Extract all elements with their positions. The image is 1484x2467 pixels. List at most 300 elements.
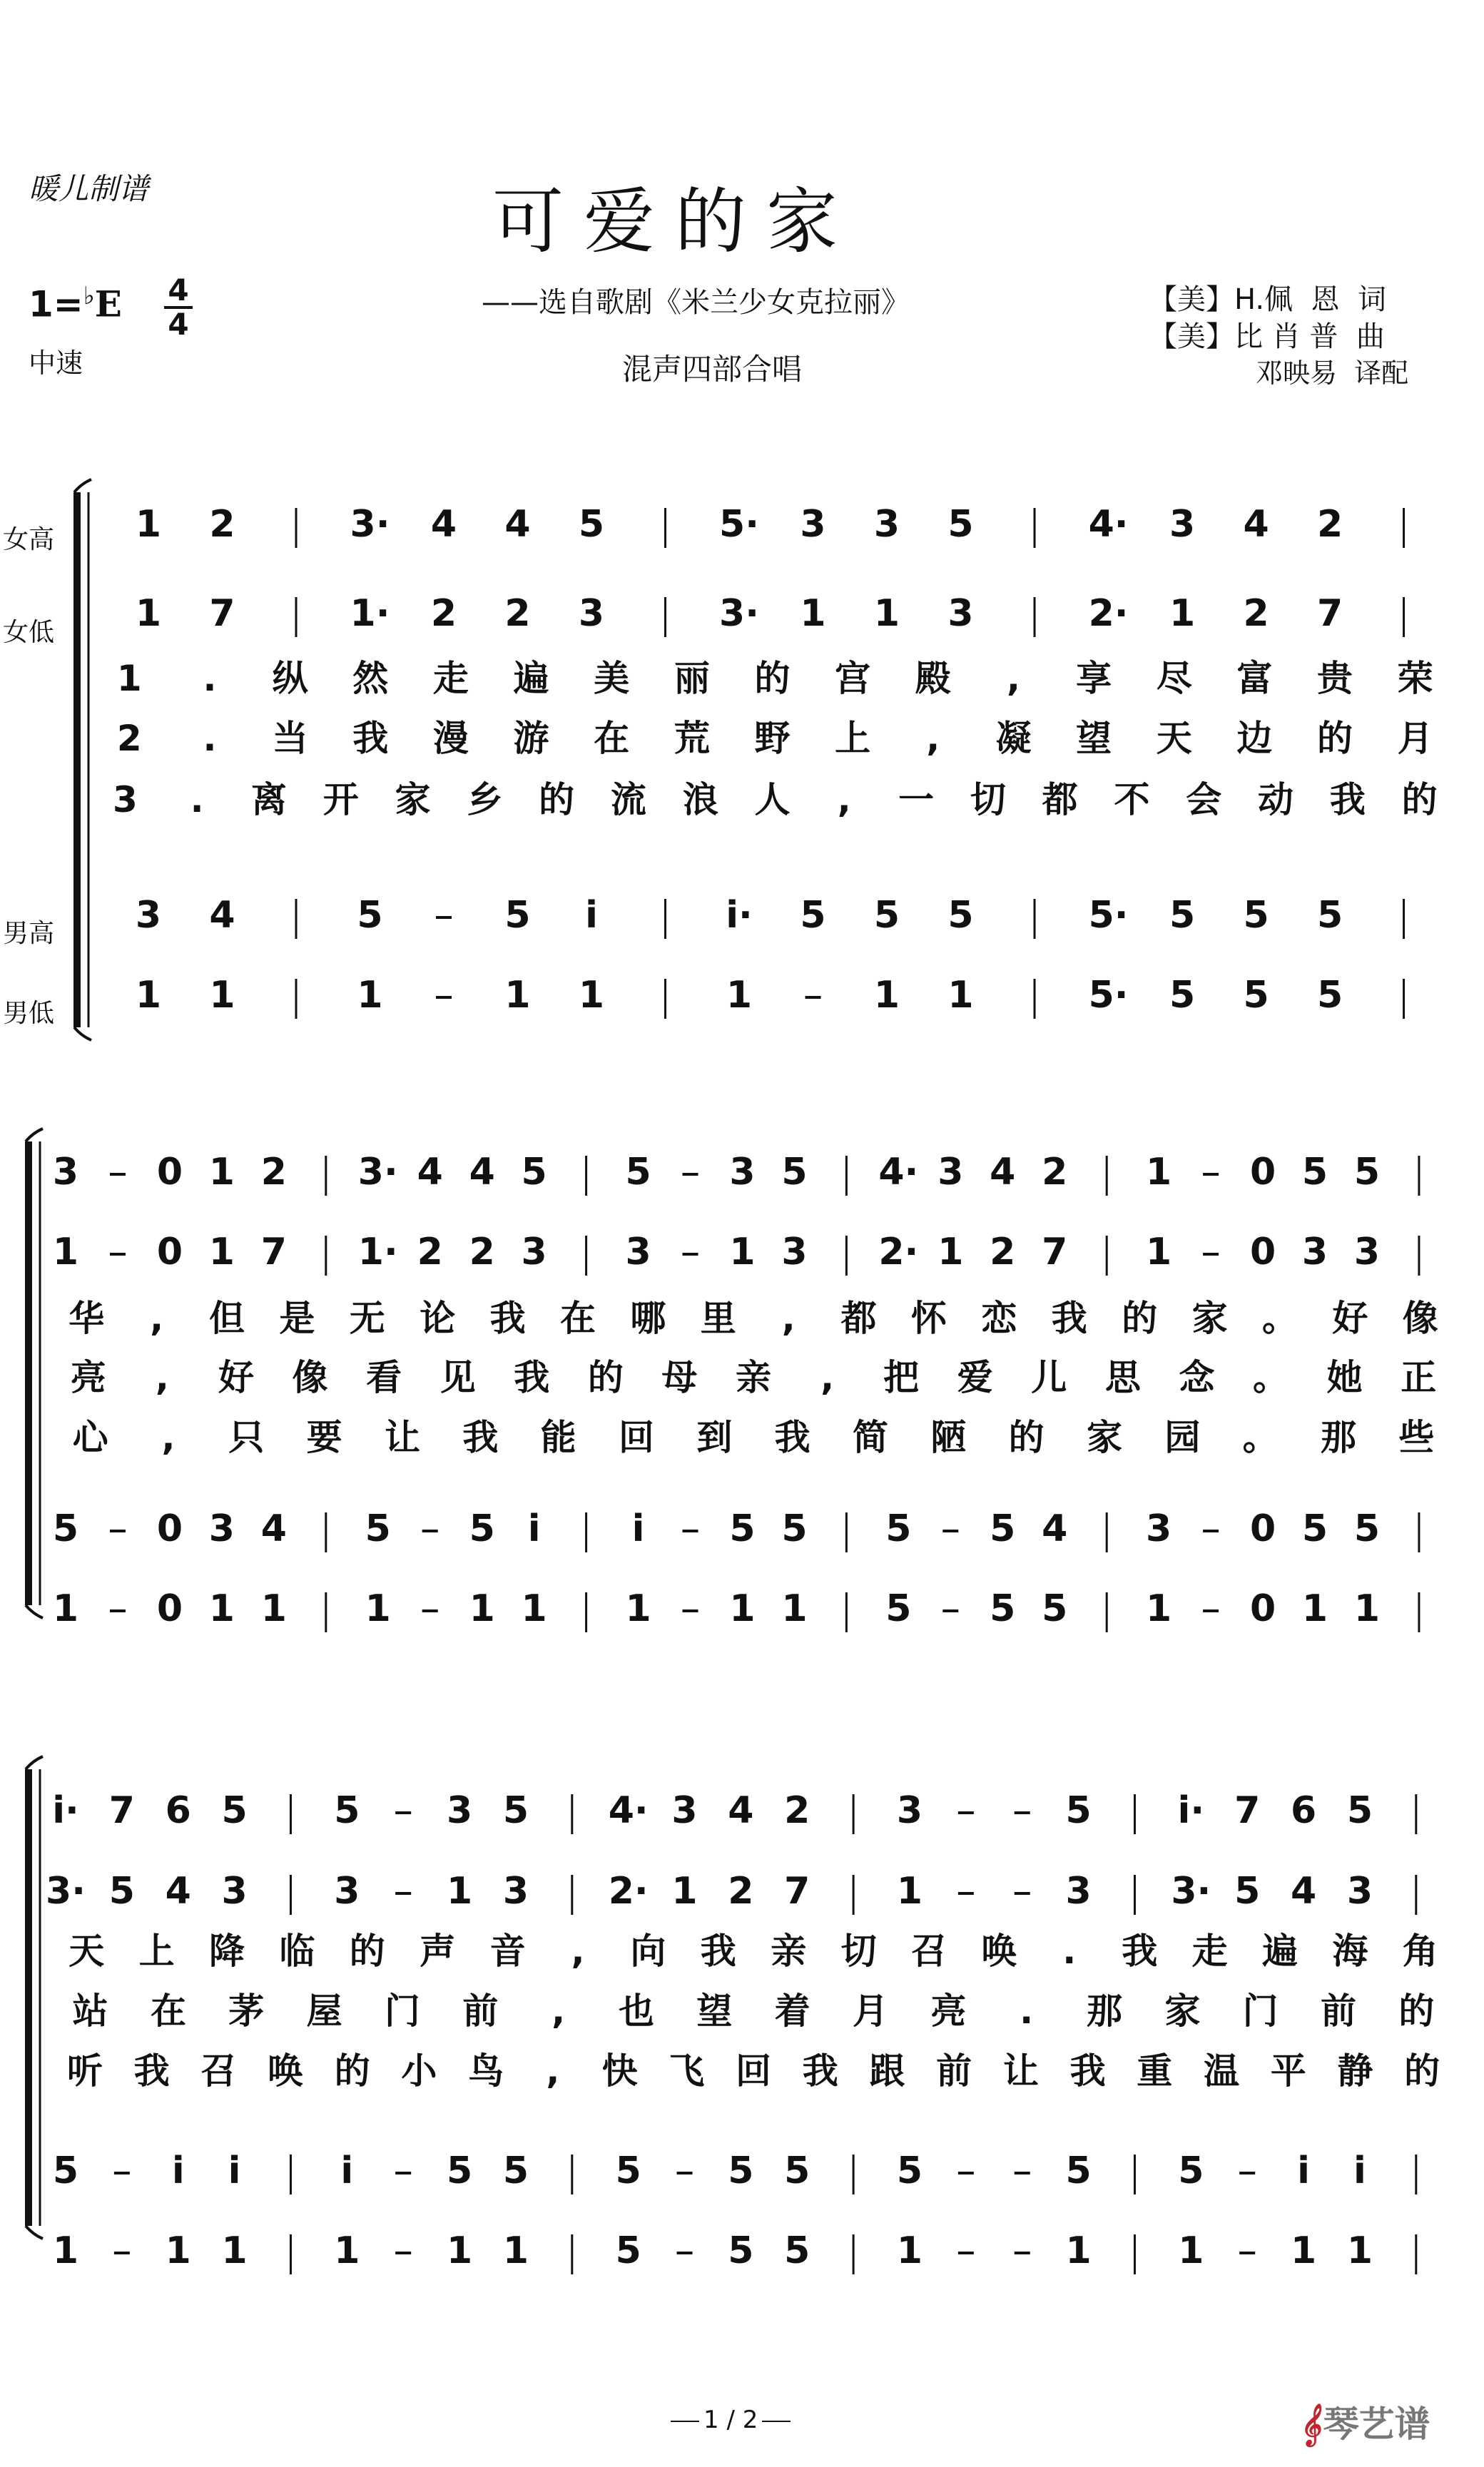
key-prefix: 1= [29, 283, 83, 325]
note-5: 5 [896, 2150, 923, 2192]
lyric-char: 听 [66, 2050, 103, 2092]
note-1: 1 [135, 974, 162, 1017]
lyric-char: 我 [802, 2050, 838, 2092]
note-4: 4 [1243, 503, 1269, 546]
note-1: 1 [1178, 2229, 1204, 2272]
lyric-char: 角 [1402, 1931, 1438, 1972]
note-3: 3 [937, 1151, 964, 1194]
bracket-curl [74, 1027, 91, 1040]
lyric-char: 浪 [682, 779, 718, 820]
lyric-char: 到 [696, 1417, 733, 1458]
note-5: 5 [502, 1789, 529, 1832]
credit-translator: 邓映易 译配 [1256, 357, 1409, 389]
note-5: 5 [1178, 2150, 1204, 2192]
lyric-char: 静 [1337, 2050, 1373, 2092]
note-1: 1 [896, 1870, 923, 1913]
note-5: 5 [357, 894, 383, 937]
note-5: 5 [800, 894, 826, 937]
lyric-char: 好 [1332, 1298, 1368, 1339]
lyric-char: 我 [700, 1931, 736, 1972]
note-i: i [585, 894, 598, 937]
brand-name: 琴艺谱 [1323, 2404, 1430, 2445]
note-0: 0 [156, 1587, 183, 1630]
note-1: 1 [937, 1231, 964, 1273]
note-4: 4 [1042, 1507, 1068, 1550]
voice-label-alto: 女低 [3, 618, 55, 647]
note-1: 1 [357, 974, 383, 1017]
lyric-char: 我 [1122, 1931, 1158, 1972]
note-5: 5 [873, 894, 900, 937]
arrangement: 混声四部合唱 [622, 352, 803, 387]
note-3: 3 [221, 1870, 248, 1913]
lyric-char: 的 [754, 658, 791, 699]
lyric-char: 纵 [272, 658, 308, 699]
lyric-char: 尽 [1156, 658, 1192, 699]
note-5dot: 5· [1088, 974, 1129, 1017]
note-3dot: 3· [357, 1151, 398, 1194]
note-0: 0 [156, 1231, 183, 1273]
lyric-char: 向 [630, 1931, 666, 1972]
lyric-char: 飞 [669, 2050, 705, 2092]
note-4dot: 4· [608, 1789, 649, 1832]
note-5: 5 [781, 1507, 808, 1550]
lyric-char: 站 [72, 1990, 108, 2032]
note-5: 5 [502, 2150, 529, 2192]
note-5dot: 5· [719, 503, 759, 546]
note-5: 5 [1346, 1789, 1373, 1832]
time-top: 4 [168, 273, 189, 307]
note-1: 1 [1301, 1587, 1328, 1630]
tempo-marking: 中速 [29, 347, 83, 379]
note-i: i [340, 2150, 354, 2192]
note-1: 1 [135, 503, 162, 546]
note-3: 3 [52, 1151, 79, 1194]
lyric-char: 我 [352, 718, 389, 759]
lyric-char: 把 [883, 1357, 920, 1398]
lyric-char: 亮 [70, 1357, 106, 1398]
lyric-char: 。 [1242, 1417, 1279, 1458]
note-1dot: 1· [350, 592, 390, 635]
note-3: 3 [208, 1507, 235, 1550]
note-5: 5 [885, 1587, 912, 1630]
lyric-char: 。 [1262, 1298, 1298, 1339]
lyric-char: , [150, 1298, 164, 1339]
lyric-char: 乡 [467, 779, 503, 820]
lyric-char: 哪 [630, 1298, 666, 1339]
note-3: 3 [1169, 503, 1196, 546]
lyric-char: 临 [279, 1931, 315, 1972]
lyric-char: , [820, 1357, 835, 1398]
note-1: 1 [260, 1587, 287, 1630]
lyric-char: 门 [385, 1990, 420, 2032]
lyric-char: 都 [1042, 779, 1078, 820]
lyric-char: 华 [68, 1298, 105, 1339]
note-5: 5 [947, 503, 974, 546]
note-0: 0 [1249, 1231, 1276, 1273]
time-bottom: 4 [168, 307, 189, 342]
lyric-char: 看 [366, 1357, 402, 1398]
lyric-char: 念 [1179, 1357, 1215, 1398]
lyric-char: 平 [1270, 2050, 1306, 2092]
note-7: 7 [209, 592, 235, 635]
lyric-char: 在 [151, 1990, 186, 2032]
lyric-char: , [926, 718, 940, 759]
lyric-char: 漫 [432, 718, 469, 759]
note-3: 3 [781, 1231, 808, 1273]
note-1: 1 [729, 1231, 756, 1273]
lyric-char: 流 [610, 779, 646, 820]
note-1: 1 [1290, 2229, 1317, 2272]
note-6: 6 [165, 1789, 191, 1832]
lyric-char: 是 [279, 1298, 315, 1339]
note-1: 1 [334, 2229, 360, 2272]
note-i: i [527, 1507, 541, 1550]
lyric-char: 恋 [981, 1298, 1017, 1339]
lyric-char: 望 [696, 1990, 733, 2032]
note-1: 1 [446, 1870, 473, 1913]
lyric-char: 我 [774, 1417, 810, 1458]
note-3: 3 [729, 1151, 756, 1194]
lyric-char: 游 [513, 718, 549, 759]
note-5: 5 [446, 2150, 473, 2192]
note-4: 4 [990, 1151, 1016, 1194]
note-0: 0 [1249, 1507, 1276, 1550]
note-5: 5 [1316, 974, 1343, 1017]
note-3: 3 [1301, 1231, 1328, 1273]
lyric-char: 宫 [835, 658, 871, 699]
note-5: 5 [990, 1507, 1016, 1550]
lyric-char: 重 [1137, 2050, 1173, 2092]
lyric-char: . [203, 658, 217, 699]
lyric-char: 2 [116, 718, 142, 759]
lyric-char: 荒 [674, 718, 710, 759]
note-2: 2 [1042, 1151, 1068, 1194]
note-5: 5 [1353, 1151, 1381, 1194]
note-5: 5 [1065, 2150, 1092, 2192]
lyric-char: 的 [1398, 1990, 1435, 2032]
note-1dot: 1· [357, 1231, 398, 1273]
lyric-char: 她 [1326, 1357, 1363, 1398]
note-1: 1 [502, 2229, 529, 2272]
note-7: 7 [784, 1870, 810, 1913]
lyric-char: 我 [133, 2050, 170, 2092]
lyric-char: 回 [736, 2050, 771, 2092]
lyric-char: 望 [1076, 718, 1112, 759]
lyric-char: 思 [1104, 1357, 1141, 1398]
note-4dot: 4· [1088, 503, 1129, 546]
lyric-char: 美 [594, 658, 630, 699]
lyric-char: 边 [1236, 718, 1273, 759]
lyric-char: 离 [250, 779, 287, 820]
lyric-char: 人 [754, 779, 791, 820]
lyric-char: 茅 [228, 1990, 265, 2032]
lyric-char: 上 [138, 1931, 175, 1972]
note-6: 6 [1290, 1789, 1317, 1832]
lyric-char: 切 [840, 1931, 877, 1972]
note-5: 5 [729, 1507, 756, 1550]
lyric-char: 像 [1402, 1298, 1438, 1339]
note-1: 1 [873, 974, 900, 1017]
page-number-text: 1 / 2 [703, 2406, 758, 2434]
note-4: 4 [469, 1151, 495, 1194]
note-3: 3 [135, 894, 162, 937]
lyric-char: 让 [1002, 2050, 1039, 2092]
note-4: 4 [260, 1507, 287, 1550]
lyric-char: 丽 [674, 658, 710, 699]
lyric-char: 一 [898, 779, 935, 820]
note-1: 1 [947, 974, 974, 1017]
note-3: 3 [446, 1789, 473, 1832]
note-2: 2 [504, 592, 531, 635]
note-5: 5 [52, 1507, 79, 1550]
lyric-char: 野 [754, 718, 791, 759]
note-3: 3 [578, 592, 605, 635]
lyric-char: 的 [349, 1931, 385, 1972]
lyric-char: 家 [1087, 1417, 1122, 1458]
lyric-char: , [781, 1298, 796, 1339]
note-3: 3 [1346, 1870, 1373, 1913]
lyric-char: 降 [209, 1931, 245, 1972]
flat-icon: ♭ [83, 282, 95, 310]
lyric-char: 心 [72, 1417, 108, 1458]
note-1: 1 [52, 1587, 79, 1630]
note-1: 1 [1353, 1587, 1381, 1630]
lyric-char: 温 [1204, 2050, 1239, 2092]
lyric-char: 家 [1164, 1990, 1201, 2032]
note-5: 5 [728, 2229, 754, 2272]
lyric-char: 当 [272, 718, 308, 759]
lyric-char: 的 [334, 2050, 370, 2092]
lyric-char: 好 [218, 1357, 254, 1398]
lyric-char: 海 [1332, 1931, 1368, 1972]
note-1: 1 [52, 1231, 79, 1273]
lyric-char: 爱 [957, 1357, 993, 1398]
note-2dot: 2· [608, 1870, 649, 1913]
note-1: 1 [165, 2229, 191, 2272]
lyric-char: 回 [619, 1417, 654, 1458]
lyric-char: 月 [853, 1990, 888, 2032]
note-1: 1 [52, 2229, 79, 2272]
note-2: 2 [209, 503, 235, 546]
note-2: 2 [260, 1151, 287, 1194]
note-i: i [228, 2150, 241, 2192]
lyric-char: 享 [1076, 658, 1112, 699]
lyric-char: 殿 [915, 658, 951, 699]
note-1: 1 [800, 592, 826, 635]
note-5: 5 [1065, 1789, 1092, 1832]
note-7: 7 [1316, 592, 1343, 635]
note-i: i [1297, 2150, 1310, 2192]
key-letter: E [94, 283, 122, 325]
lyric-char: 。 [1253, 1357, 1289, 1398]
note-4: 4 [430, 503, 457, 546]
note-3: 3 [1146, 1507, 1172, 1550]
lyric-char: 遍 [513, 658, 549, 699]
brand-logo [1298, 2396, 1430, 2447]
note-5: 5 [504, 894, 531, 937]
note-1: 1 [1346, 2229, 1373, 2272]
note-4: 4 [417, 1151, 443, 1194]
note-i: i [631, 1507, 645, 1550]
note-3dot: 3· [350, 503, 390, 546]
lyric-char: 家 [395, 779, 431, 820]
note-1: 1 [671, 1870, 698, 1913]
note-idot: i· [52, 1789, 79, 1832]
note-5: 5 [1169, 894, 1196, 937]
lyric-char: 屋 [306, 1990, 342, 2032]
bracket-curl [26, 2226, 43, 2239]
note-3: 3 [521, 1231, 547, 1273]
lyric-char: 凝 [995, 718, 1032, 759]
note-5: 5 [221, 1789, 248, 1832]
note-2: 2 [469, 1231, 495, 1273]
note-5: 5 [728, 2150, 754, 2192]
note-5: 5 [615, 2229, 641, 2272]
lyric-char: 走 [432, 658, 469, 699]
note-1: 1 [1146, 1587, 1172, 1630]
note-5: 5 [885, 1507, 912, 1550]
note-1: 1 [208, 1587, 235, 1630]
note-2: 2 [1316, 503, 1343, 546]
lyric-char: 亲 [736, 1357, 771, 1398]
lyric-char: 门 [1242, 1990, 1279, 2032]
lyric-char: 无 [349, 1298, 385, 1339]
lyric-char: 的 [1317, 718, 1353, 759]
lyric-char: 儿 [1031, 1357, 1067, 1398]
note-0: 0 [156, 1151, 183, 1194]
note-7: 7 [1234, 1789, 1261, 1832]
lyric-char: 的 [1122, 1298, 1158, 1339]
note-1: 1 [781, 1587, 808, 1630]
note-1: 1 [578, 974, 605, 1017]
note-7: 7 [260, 1231, 287, 1273]
note-1: 1 [469, 1587, 495, 1630]
lyric-char: 遍 [1262, 1931, 1298, 1972]
note-1: 1 [209, 974, 235, 1017]
lyric-char: 的 [587, 1357, 624, 1398]
lyric-char: 但 [209, 1298, 245, 1339]
note-1: 1 [521, 1587, 547, 1630]
lyric-char: . [203, 718, 217, 759]
note-5: 5 [1042, 1587, 1068, 1630]
lyric-char: , [546, 2050, 560, 2092]
lyric-char: 切 [970, 779, 1006, 820]
maker-credit: 暖儿制谱 [29, 171, 149, 206]
note-2: 2 [784, 1789, 810, 1832]
note-7: 7 [108, 1789, 135, 1832]
lyric-char: 着 [774, 1990, 810, 2032]
note-5: 5 [334, 1789, 360, 1832]
lyric-char: 只 [228, 1417, 265, 1458]
lyric-char: . [190, 779, 204, 820]
note-5: 5 [1301, 1151, 1328, 1194]
lyric-char: 动 [1258, 779, 1294, 820]
lyric-char: , [1006, 658, 1020, 699]
lyric-char: 的 [1404, 2050, 1440, 2092]
note-5: 5 [1316, 894, 1343, 937]
lyric-char: 的 [539, 779, 575, 820]
lyric-char: 开 [322, 779, 359, 820]
lyric-char: 园 [1164, 1417, 1201, 1458]
lyric-char: 能 [540, 1417, 576, 1458]
voice-label-soprano: 女高 [3, 525, 55, 554]
note-5: 5 [578, 503, 605, 546]
note-1: 1 [504, 974, 531, 1017]
note-5: 5 [784, 2150, 810, 2192]
note-3: 3 [896, 1789, 923, 1832]
bracket-curl [74, 479, 91, 492]
lyric-char: 那 [1321, 1417, 1356, 1458]
note-3: 3 [502, 1870, 529, 1913]
lyric-char: 的 [1401, 779, 1438, 820]
lyric-char: , [571, 1931, 585, 1972]
note-4: 4 [1290, 1870, 1317, 1913]
note-3: 3 [947, 592, 974, 635]
note-3dot: 3· [1171, 1870, 1211, 1913]
note-2dot: 2· [1088, 592, 1129, 635]
note-5: 5 [990, 1587, 1016, 1630]
lyric-char: 唤 [268, 2050, 303, 2092]
lyric-char: 简 [853, 1417, 888, 1458]
note-3: 3 [1353, 1231, 1381, 1273]
note-1: 1 [625, 1587, 651, 1630]
bracket-curl [26, 1129, 43, 1141]
lyric-char: 我 [489, 1298, 526, 1339]
lyric-char: 3 [112, 779, 138, 820]
bracket-curl [26, 1756, 43, 1769]
lyric-char: 我 [1329, 779, 1366, 820]
note-3: 3 [625, 1231, 651, 1273]
lyric-char: 亮 [930, 1990, 967, 2032]
lyric-char: 像 [292, 1357, 328, 1398]
lyric-char: 天 [1156, 718, 1192, 759]
note-3: 3 [334, 1870, 360, 1913]
lyric-char: 论 [420, 1298, 456, 1339]
note-4: 4 [209, 894, 235, 937]
lyric-char: 贵 [1317, 658, 1353, 699]
note-5: 5 [521, 1151, 547, 1194]
note-5: 5 [365, 1507, 391, 1550]
lyric-char: 1 [116, 658, 142, 699]
note-0: 0 [156, 1507, 183, 1550]
lyric-char: 荣 [1397, 658, 1433, 699]
bracket-curl [26, 1605, 43, 1618]
note-1: 1 [365, 1587, 391, 1630]
lyric-char: 走 [1191, 1931, 1228, 1972]
lyric-char: 天 [68, 1931, 105, 1972]
note-1: 1 [446, 2229, 473, 2272]
note-idot: i· [726, 894, 753, 937]
lyric-char: 跟 [869, 2050, 905, 2092]
lyric-char: 鸟 [468, 2050, 504, 2092]
lyric-char: 那 [1087, 1990, 1122, 2032]
note-0: 0 [1249, 1587, 1276, 1630]
note-3: 3 [800, 503, 826, 546]
lyric-char: 的 [1008, 1417, 1045, 1458]
lyric-char: . [1020, 1990, 1034, 2032]
note-1: 1 [729, 1587, 756, 1630]
lyric-char: 前 [1321, 1990, 1356, 2032]
note-7: 7 [1042, 1231, 1068, 1273]
note-1: 1 [873, 592, 900, 635]
note-5: 5 [1243, 974, 1269, 1017]
lyric-char: 陋 [930, 1417, 967, 1458]
subtitle: ——选自歌剧《米兰少女克拉丽》 [482, 286, 910, 319]
voice-label-tenor: 男高 [3, 919, 55, 948]
note-1: 1 [135, 592, 162, 635]
lyric-char: 要 [306, 1417, 342, 1458]
lyric-char: 上 [835, 718, 871, 759]
